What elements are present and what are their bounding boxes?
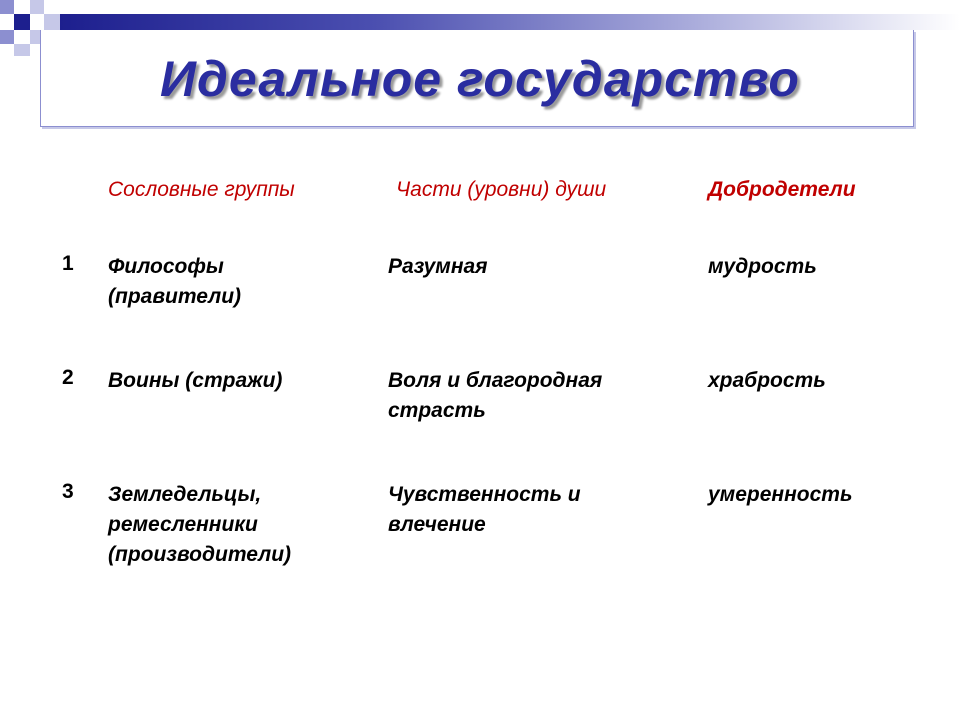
- cell-line: влечение: [388, 513, 486, 536]
- cell-line: (правители): [108, 285, 242, 308]
- table-cell-soul: [388, 480, 688, 540]
- table-cell-virtue: мудрость: [708, 255, 817, 278]
- table-cell-soul: [388, 366, 688, 426]
- table-cell-soul: [388, 252, 688, 282]
- row-number: 3: [62, 480, 74, 503]
- row-number: 2: [62, 366, 74, 389]
- slide-title: Идеальное государство: [160, 51, 800, 107]
- header-soul: Части (уровни) души: [396, 178, 607, 201]
- cell-line: Земледельцы,: [108, 483, 262, 506]
- table-cell-virtue: умеренность: [708, 483, 853, 506]
- cell-line: Воля и благородная: [388, 369, 603, 392]
- cell-line: Воины (стражи): [108, 369, 283, 392]
- cell-line: Чувственность и: [388, 483, 581, 506]
- table-cell-group: [108, 366, 378, 396]
- cell-line: ремесленники: [108, 513, 258, 536]
- cell-line: (производители): [108, 543, 292, 566]
- table-cell-virtue: храбрость: [708, 369, 826, 392]
- header-virtues: Добродетели: [708, 178, 856, 201]
- table-cell-group: [108, 252, 378, 312]
- cell-line: Философы: [108, 255, 224, 278]
- cell-line: Разумная: [388, 255, 488, 278]
- cell-line: страсть: [388, 399, 486, 422]
- table-cell-group: [108, 480, 378, 570]
- row-number: 1: [62, 252, 74, 275]
- header-groups: Сословные группы: [108, 178, 295, 201]
